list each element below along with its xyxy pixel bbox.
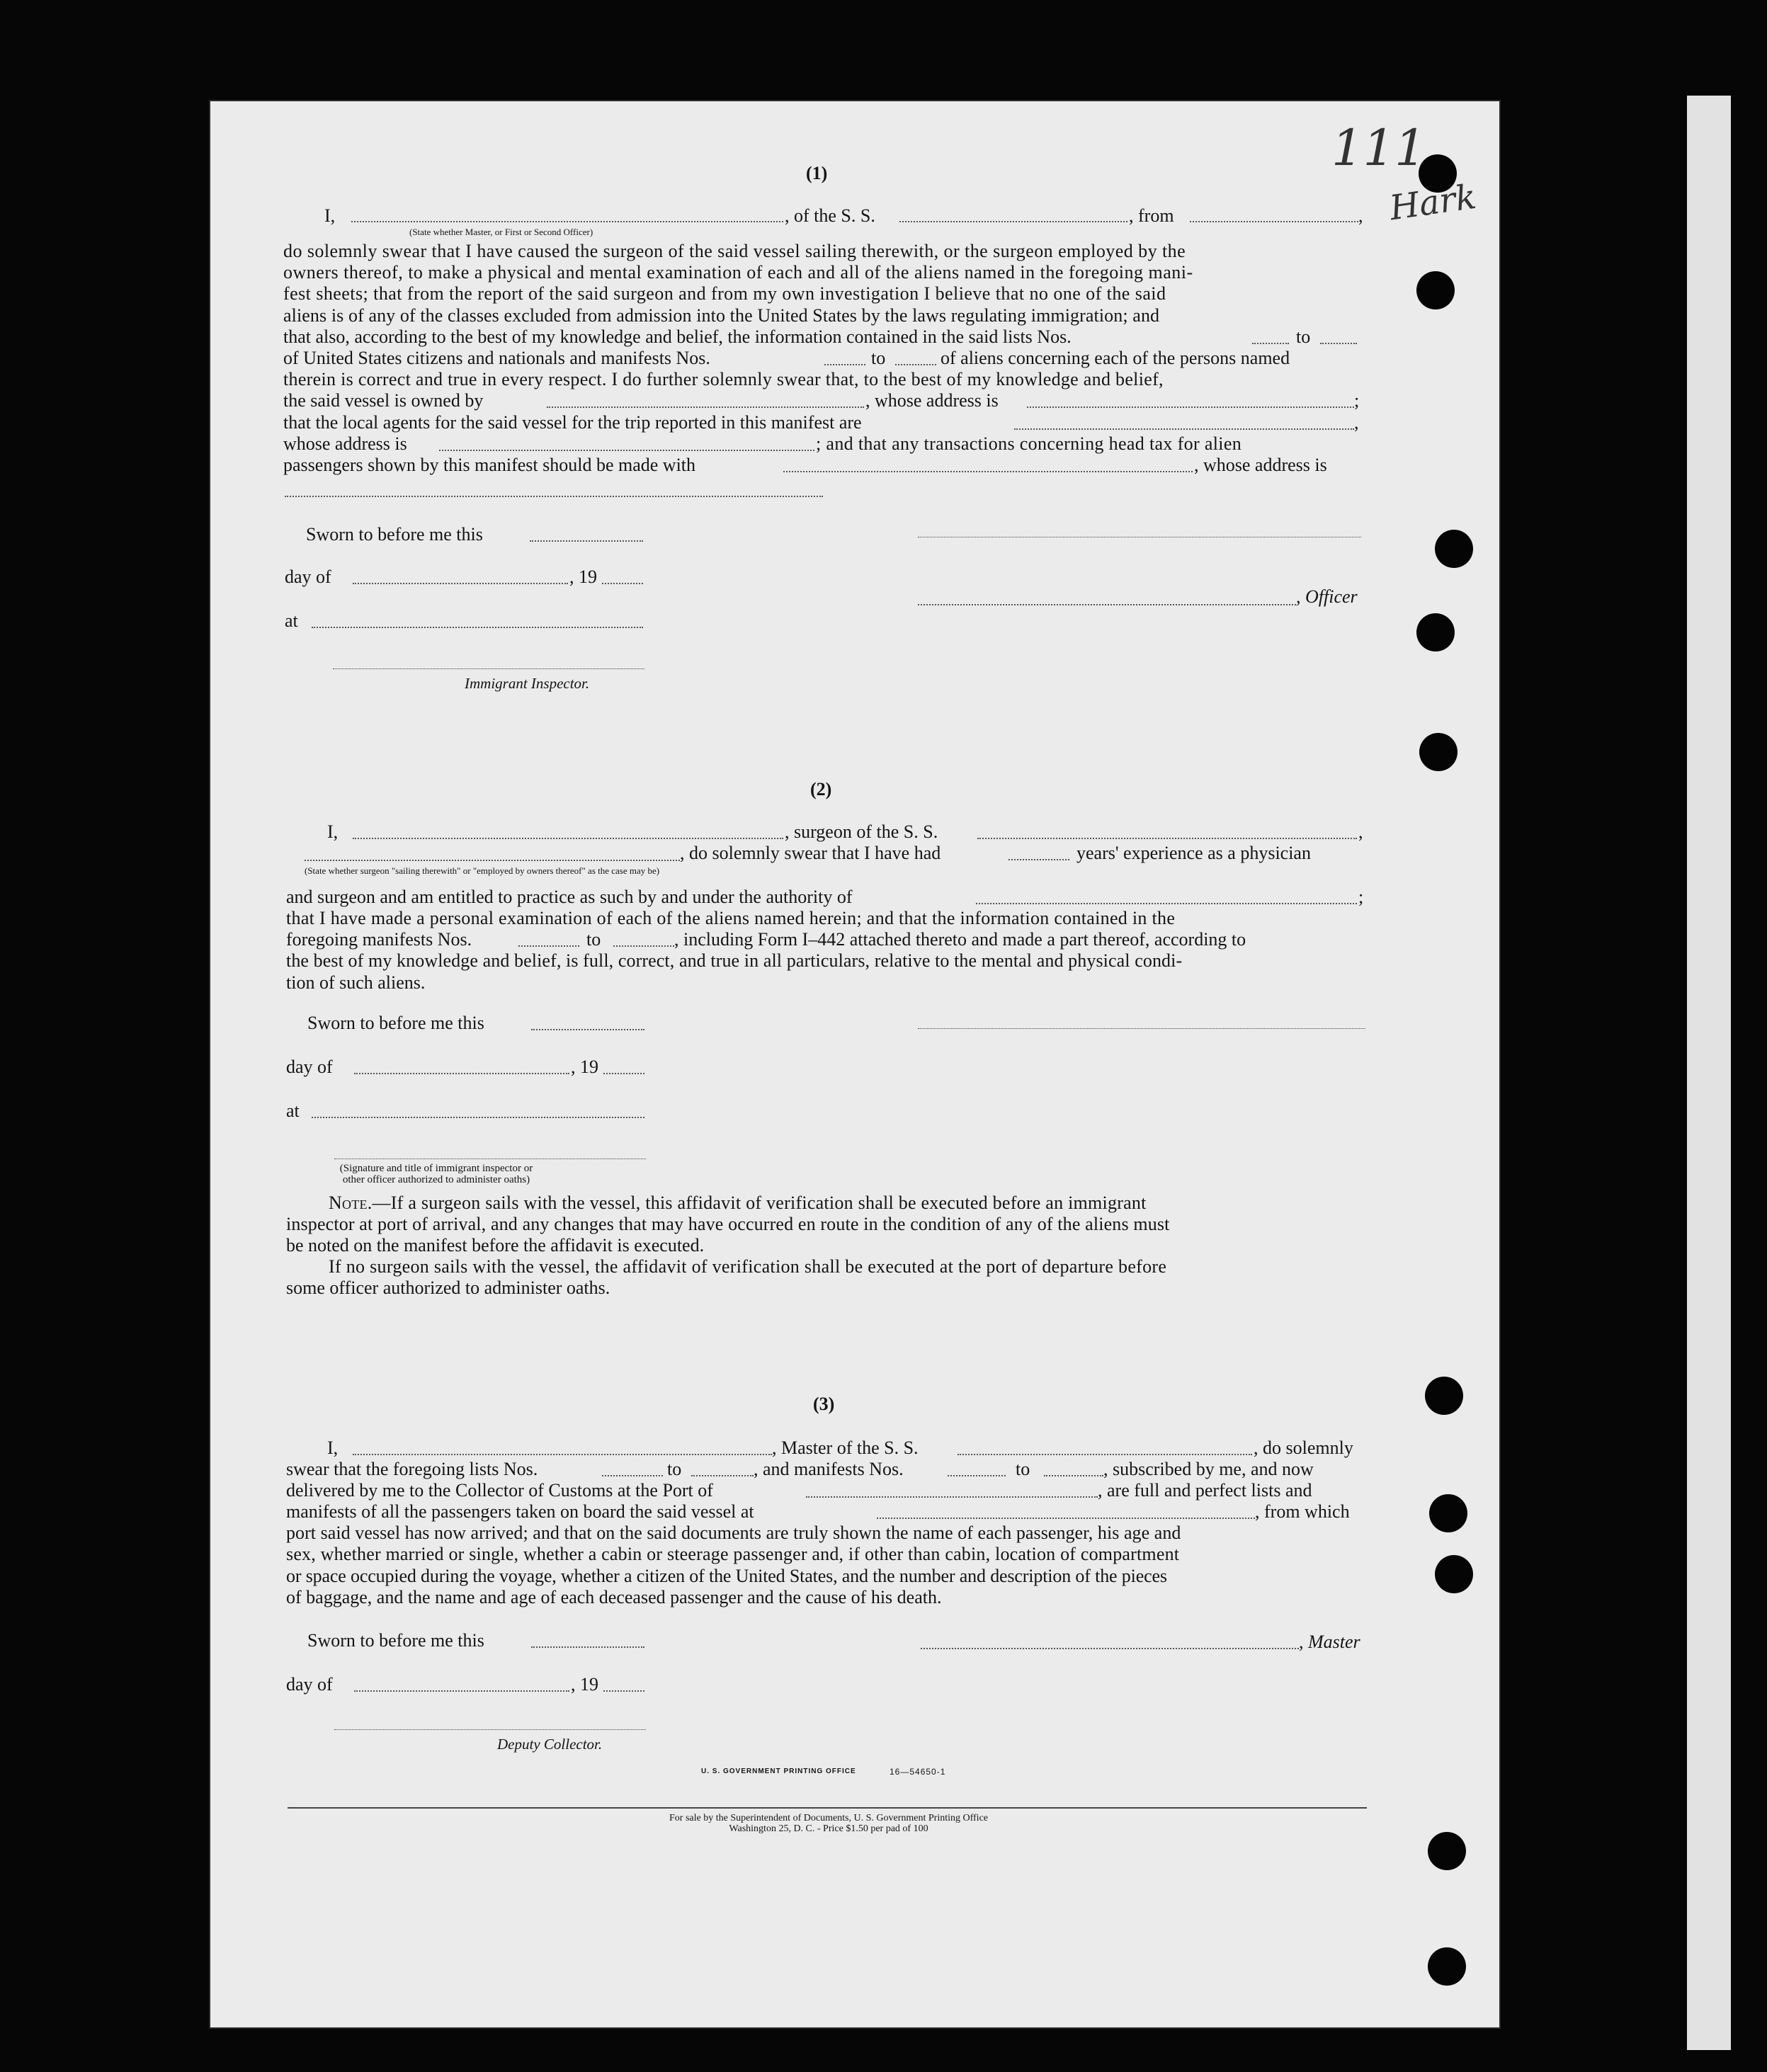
section3-heading: (3) xyxy=(813,1394,835,1414)
s2-note-3: be noted on the manifest before the affidavit is executed. xyxy=(286,1235,705,1256)
s2-I: I, xyxy=(327,821,339,842)
s2-note-text: —If a surgeon sails with the vessel, this affidavit of verification shall be executed before an immigrant xyxy=(372,1192,1147,1213)
s3-body-8: of baggage, and the name and age of each deceased passenger and the cause of his death. xyxy=(286,1587,942,1607)
s2-line1-end: , xyxy=(1358,821,1363,842)
s1-at: at xyxy=(285,610,298,631)
s1-hint: (State whether Master, or First or Second Officer) xyxy=(409,227,593,237)
s1-body-6b: to xyxy=(871,348,886,368)
section1-heading: (1) xyxy=(806,163,828,183)
s3-lists-from[interactable] xyxy=(602,1475,663,1476)
s1-body-1: do solemnly swear that I have caused the surgeon of the said vessel sailing therewith, or the surgeon employed by the xyxy=(283,241,1186,261)
s2-day-of: day of xyxy=(286,1057,333,1077)
s1-agents-blank[interactable] xyxy=(1014,428,1354,430)
s2-surgeon-of: , surgeon of the S. S. xyxy=(785,821,938,842)
s1-owner-blank[interactable] xyxy=(547,406,864,408)
s2-note-label: Note. xyxy=(329,1192,373,1213)
s2-surgeon-blank[interactable] xyxy=(353,838,783,839)
s3-lists-to[interactable] xyxy=(691,1475,754,1476)
s1-officer-blank[interactable] xyxy=(351,221,783,222)
s1-comma: , xyxy=(1358,205,1363,226)
s3-master-of: , Master of the S. S. xyxy=(772,1438,919,1458)
s1-sworn: Sworn to before me this xyxy=(306,524,483,545)
s1-body-7: therein is correct and true in every respect. I do further solemnly swear that, to the best of my knowledge and belief, xyxy=(283,369,1164,389)
s2-status-blank[interactable] xyxy=(305,860,680,861)
s1-agents-address[interactable] xyxy=(439,450,814,451)
s1-day-blank[interactable] xyxy=(353,583,568,584)
s2-sworn: Sworn to before me this xyxy=(307,1013,484,1033)
s2-at: at xyxy=(286,1100,300,1121)
s2-year: , 19 xyxy=(571,1057,598,1077)
s3-manifests-from[interactable] xyxy=(948,1475,1006,1476)
s3-body-2b: to xyxy=(667,1459,682,1479)
s1-body-10a: whose address is xyxy=(283,433,407,454)
s2-sworn-blank[interactable] xyxy=(531,1029,644,1030)
s3-collector: Deputy Collector. xyxy=(497,1736,603,1753)
s2-note-4: If no surgeon sails with the vessel, the affidavit of verification shall be executed at the port of departure before xyxy=(329,1256,1167,1277)
s1-lists-to[interactable] xyxy=(1320,343,1357,344)
s3-solemnly: , do solemnly xyxy=(1254,1438,1353,1458)
s3-body-2a: swear that the foregoing lists Nos. xyxy=(286,1459,538,1479)
punch-hole xyxy=(1428,1832,1466,1870)
s1-ship-blank[interactable] xyxy=(899,221,1127,222)
punch-hole xyxy=(1429,1494,1467,1532)
punch-hole xyxy=(1416,271,1455,309)
s3-ship-blank[interactable] xyxy=(958,1454,1252,1455)
punch-hole xyxy=(1428,1947,1466,1986)
s3-day-blank[interactable] xyxy=(354,1690,569,1692)
footer-rule xyxy=(288,1807,1367,1809)
s2-body-3c: , including Form I–442 attached thereto and made a part thereof, according to xyxy=(674,929,1246,950)
adjacent-page-strip xyxy=(1687,96,1731,2050)
s3-sworn-blank[interactable] xyxy=(531,1646,644,1648)
footer-sale-1: For sale by the Superintendent of Documents, U. S. Government Printing Office xyxy=(669,1813,988,1823)
s1-body-8a: the said vessel is owned by xyxy=(283,390,484,411)
s2-note-2: inspector at port of arrival, and any changes that may have occurred en route in the condition of any of the aliens must xyxy=(286,1214,1170,1234)
s3-year-blank[interactable] xyxy=(603,1690,644,1692)
s1-I: I, xyxy=(324,205,336,226)
s3-body-4a: manifests of all the passengers taken on board the said vessel at xyxy=(286,1501,754,1522)
s1-day-of: day of xyxy=(285,567,331,587)
s2-nos-to[interactable] xyxy=(613,945,674,947)
s2-ship-blank[interactable] xyxy=(977,838,1357,839)
s2-note-1 xyxy=(329,1192,1147,1214)
s1-body-3: fest sheets; that from the report of the said surgeon and from my own investigation I believe that no one of the said xyxy=(283,283,1166,304)
s3-body-2d: to xyxy=(1016,1459,1030,1479)
s1-body-9a: that the local agents for the said vessel for the trip reported in this manifest are xyxy=(283,412,862,433)
s1-from-blank[interactable] xyxy=(1190,221,1358,222)
s2-hint: (State whether surgeon "sailing therewith" or "employed by owners thereof" as the case may be) xyxy=(305,865,660,876)
s2-body-5: tion of such aliens. xyxy=(286,972,426,993)
printing-office: U. S. GOVERNMENT PRINTING OFFICE xyxy=(701,1768,856,1775)
s3-body-4b: , from which xyxy=(1255,1501,1350,1522)
s1-inspector-line[interactable] xyxy=(333,668,644,669)
s3-manifests-to[interactable] xyxy=(1044,1475,1103,1476)
s1-of-ss: , of the S. S. xyxy=(785,205,875,226)
s1-body-2: owners thereof, to make a physical and mental examination of each and all of the aliens named in the foregoing mani- xyxy=(283,262,1193,283)
s1-from: , from xyxy=(1129,205,1174,226)
s2-body-1b: ; xyxy=(1358,887,1364,907)
s1-headtax-blank[interactable] xyxy=(783,471,1193,472)
s3-body-2e: , subscribed by me, and now xyxy=(1103,1459,1314,1479)
s1-body-11a: passengers shown by this manifest should be made with xyxy=(283,455,696,475)
s3-collector-line[interactable] xyxy=(334,1729,646,1730)
s2-nos-from[interactable] xyxy=(518,945,579,947)
s2-year-blank[interactable] xyxy=(603,1073,644,1074)
handwritten-page-number: 111 xyxy=(1331,119,1426,177)
punch-hole xyxy=(1416,613,1455,651)
footer-sale-2: Washington 25, D. C. - Price $1.50 per pad of 100 xyxy=(729,1823,928,1834)
s3-day-of: day of xyxy=(286,1674,333,1695)
s2-authority-blank[interactable] xyxy=(976,903,1357,904)
s3-body-3a: delivered by me to the Collector of Customs at the Port of xyxy=(286,1480,713,1501)
s1-body-6a: of United States citizens and nationals and manifests Nos. xyxy=(283,348,710,368)
s1-body-6c: of aliens concerning each of the persons named xyxy=(941,348,1290,368)
s1-inspector: Immigrant Inspector. xyxy=(465,675,590,692)
s2-sig-hint: (Signature and title of immigrant inspector or other officer authorized to administer oaths) xyxy=(339,1163,533,1185)
s1-sworn-blank[interactable] xyxy=(530,540,643,542)
s3-body-2c: , and manifests Nos. xyxy=(754,1459,904,1479)
s2-body-3a: foregoing manifests Nos. xyxy=(286,929,472,950)
s3-I: I, xyxy=(327,1438,339,1458)
s2-line2a: , do solemnly swear that I have had xyxy=(680,843,941,863)
handwritten-initials: Hark xyxy=(1387,176,1479,229)
form-number: 16—54650-1 xyxy=(890,1767,946,1777)
s2-years-blank[interactable] xyxy=(1009,859,1069,860)
s2-note-5: some officer authorized to administer oaths. xyxy=(286,1277,610,1298)
s3-master: , Master xyxy=(1299,1632,1360,1652)
s1-body-9b: , xyxy=(1354,412,1359,433)
s2-body-1a: and surgeon and am entitled to practice as such by and under the authority of xyxy=(286,887,853,907)
s1-body-5a: that also, according to the best of my knowledge and belief, the information contained in the said lists Nos. xyxy=(283,326,1072,347)
s3-body-5: port said vessel has now arrived; and that on the said documents are truly shown the name of each passenger, his age and xyxy=(286,1522,1181,1543)
s1-year: , 19 xyxy=(569,567,597,587)
punch-hole xyxy=(1435,530,1473,568)
s1-manifests-to[interactable] xyxy=(895,364,936,365)
s1-owner-address[interactable] xyxy=(1027,406,1354,408)
s1-officer: , Officer xyxy=(1296,586,1358,607)
s2-body-2: that I have made a personal examination of each of the aliens named herein; and that the information contained in the xyxy=(286,908,1176,928)
s3-body-7: or space occupied during the voyage, whether a citizen of the United States, and the number and description of the pieces xyxy=(286,1566,1167,1586)
s2-body-4: the best of my knowledge and belief, is full, correct, and true in all particulars, relative to the mental and physical condi- xyxy=(286,950,1183,971)
s2-line2b: years' experience as a physician xyxy=(1076,843,1311,863)
s1-at-blank[interactable] xyxy=(312,627,643,628)
s3-master-blank[interactable] xyxy=(353,1454,772,1455)
punch-hole xyxy=(1419,733,1458,771)
s1-officer-line[interactable] xyxy=(918,604,1296,605)
s3-boarded-blank[interactable] xyxy=(877,1518,1255,1519)
s1-manifests-from[interactable] xyxy=(824,364,865,365)
s3-body-6: sex, whether married or single, whether a cabin or steerage passenger and, if other than cabin, location of compartment xyxy=(286,1544,1180,1564)
s3-body-3b: , are full and perfect lists and xyxy=(1098,1480,1312,1501)
s1-body-8c: ; xyxy=(1354,390,1360,411)
s1-body-8b: , whose address is xyxy=(865,390,999,411)
punch-hole xyxy=(1435,1555,1473,1593)
s1-year-blank[interactable] xyxy=(602,583,643,584)
punch-hole xyxy=(1425,1377,1463,1415)
s2-body-3b: to xyxy=(586,929,601,950)
s1-body-11b: , whose address is xyxy=(1194,455,1327,475)
s2-signature-line[interactable] xyxy=(918,1028,1365,1029)
s1-body-5b: to xyxy=(1296,326,1311,347)
s3-master-sign-line[interactable] xyxy=(921,1648,1299,1649)
s3-sworn: Sworn to before me this xyxy=(307,1630,484,1651)
s1-body-4: aliens is of any of the classes excluded from admission into the United States by the laws regulating immigration; and xyxy=(283,305,1160,326)
s1-headtax-address[interactable] xyxy=(285,496,823,497)
s3-year: , 19 xyxy=(571,1674,598,1695)
s1-lists-from[interactable] xyxy=(1252,343,1289,344)
s2-at-blank[interactable] xyxy=(312,1117,644,1118)
s2-day-blank[interactable] xyxy=(354,1073,569,1074)
section2-heading: (2) xyxy=(810,779,832,799)
s1-body-10b: ; and that any transactions concerning head tax for alien xyxy=(816,433,1242,454)
s3-port-blank[interactable] xyxy=(806,1496,1098,1498)
